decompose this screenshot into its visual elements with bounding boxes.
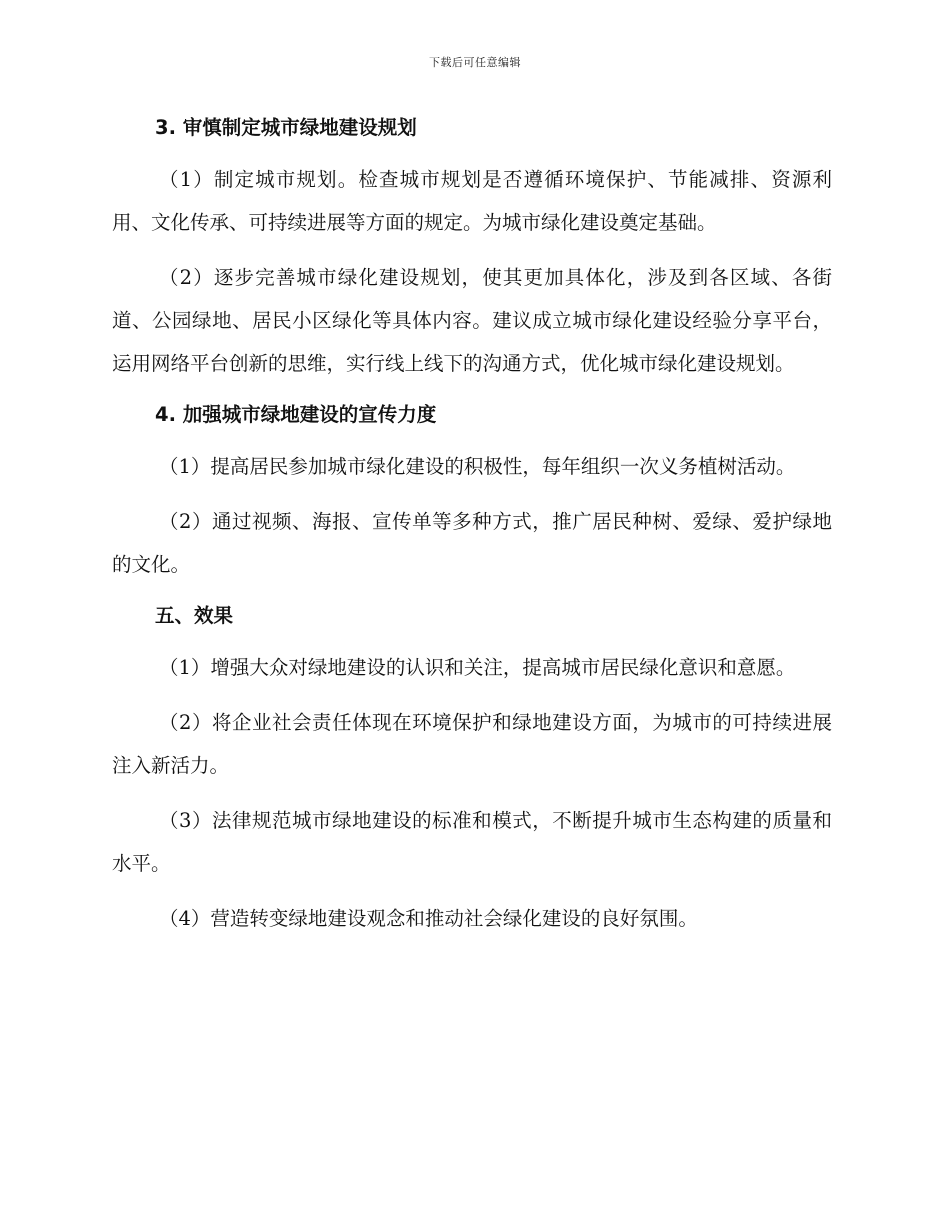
section-5-paragraph-2: （2）将企业社会责任体现在环境保护和绿地建设方面，为城市的可持续进展注入新活力。 [112,711,832,777]
section-5-paragraph-3: （3）法律规范城市绿地建设的标准和模式，不断提升城市生态构建的质量和水平。 [112,809,832,875]
section-4-heading: 4. 加强城市绿地建设的宣传力度 [155,403,437,426]
section-5-paragraph-1: （1）增强大众对绿地建设的认识和关注，提高城市居民绿化意识和意愿。 [159,656,796,679]
section-3-heading: 3. 审慎制定城市绿地建设规划 [155,116,417,139]
page-header: 下载后可任意编辑 [429,56,521,69]
section-4-paragraph-1: （1）提高居民参加城市绿化建设的积极性，每年组织一次义务植树活动。 [159,455,796,478]
section-5-heading: 五、效果 [155,604,234,627]
section-3-paragraph-2: （2）逐步完善城市绿化建设规划，使其更加具体化，涉及到各区域、各街道、公园绿地、居民小区绿化等具体内容。建议成立城市绿化建设经验分享平台，运用网络平台创新的思维，实行线上线下的沟通方式，优化城市绿化建设规划。 [112,266,832,375]
section-5-paragraph-4: （4）营造转变绿地建设观念和推动社会绿化建设的良好氛围。 [159,907,698,930]
section-3-paragraph-1: （1）制定城市规划。检查城市规划是否遵循环境保护、节能减排、资源利用、文化传承、可持续进展等方面的规定。为城市绿化建设奠定基础。 [112,168,832,234]
document-body [112,112,832,940]
section-4-paragraph-2: （2）通过视频、海报、宣传单等多种方式，推广居民种树、爱绿、爱护绿地的文化。 [112,510,832,576]
